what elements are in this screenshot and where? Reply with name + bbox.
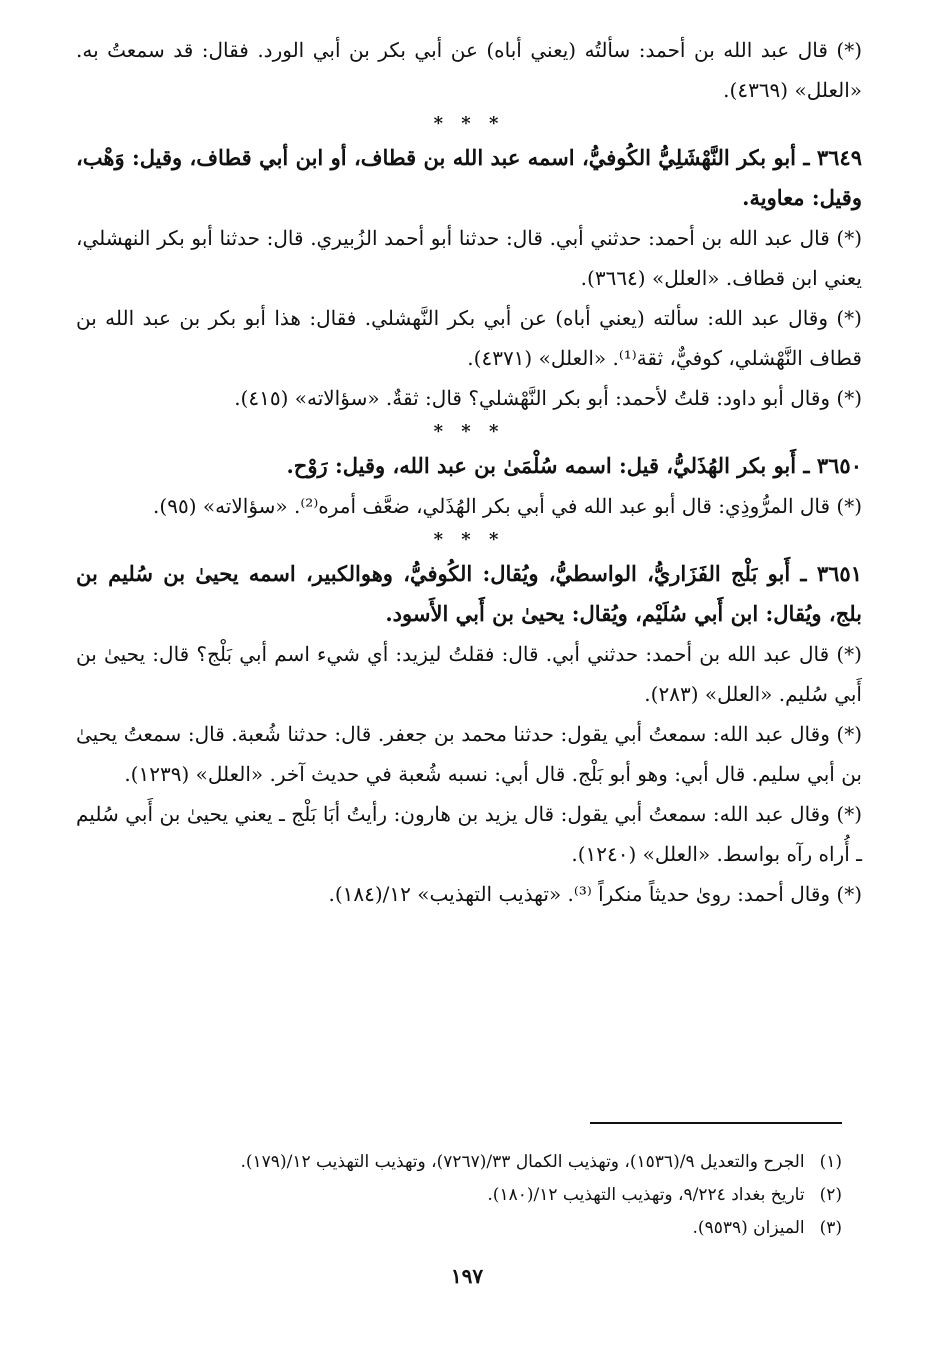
footnote-divider [590, 1122, 842, 1124]
section-separator: * * * [433, 421, 505, 442]
section-separator: * * * [433, 113, 505, 134]
footnote-number: (١) [819, 1152, 842, 1172]
page-number: ١٩٧ [450, 1264, 484, 1288]
section-separator: * * * [433, 529, 505, 550]
footnote-number: (٢) [819, 1185, 842, 1205]
footnote-number: (٣) [819, 1218, 842, 1238]
narration-paragraph: (*) وقال عبد الله: سألته (يعني أباه) عن أبي بكر النَّهشلي. فقال: هذا أبو بكر بن عبد الله بن قطاف النَّهْشلي، كوفيٌّ، ثقة⁽¹⁾. «العلل» (٤٣٧١). [76, 306, 862, 370]
entry-heading-3651: ٣٦٥١ ـ أَبو بَلْج الفَزَاريُّ، الواسطيُّ، ويُقال: الكُوفيُّ، وهوالكبير، اسمه يحيىٰ بن سُليم بن بلج، ويُقال: ابن أَبي سُلَيْم، ويُقال: يحيىٰ بن أَبي الأَسود. [76, 561, 862, 626]
footnote [76, 1212, 842, 1245]
narration-paragraph: (*) قال عبد الله بن أحمد: حدثني أبي. قال: فقلتُ ليزيد: أي شيء اسم أبي بَلْج؟ قال: يحيىٰ بن أَبي سُليم. «العلل» (٢٨٣). [76, 642, 862, 706]
narration-paragraph: (*) قال المرُّوذِي: قال أبو عبد الله في أبي بكر الهُذَلي، ضعَّف أمره⁽²⁾. «سؤالاته» (٩٥). [153, 494, 862, 518]
footnote [76, 1179, 842, 1212]
narration-paragraph: (*) قال عبد الله بن أحمد: سألتُه (يعني أباه) عن أبي بكر بن أبي الورد. فقال: قد سمعتُ به. «العلل» (٤٣٦٩). [76, 38, 862, 102]
narration-paragraph: (*) وقال عبد الله: سمعتُ أبي يقول: حدثنا محمد بن جعفر. قال: حدثنا شُعبة. قال: سمعتُ يحيىٰ بن أبي سليم. قال أبي: وهو أبو بَلْج. قال أبي: نسبه شُعبة في حديث آخر. «العلل» (١٢٣٩). [76, 722, 862, 786]
entry-heading-3649: ٣٦٤٩ ـ أبو بكر النَّهْشَلِيُّ الكُوفيُّ، اسمه عبد الله بن قطاف، أو ابن أبي قطاف، وقيل: وَهْب، وقيل: معاوية. [76, 145, 862, 210]
entry-heading-3650: ٣٦٥٠ ـ أَبو بكر الهُذَليُّ، قيل: اسمه سُلْمَىٰ بن عبد الله، وقيل: رَوْح. [286, 453, 862, 478]
footnote-text: تاريخ بغداد ٩/٢٢٤، وتهذيب التهذيب ١٢/(١٨٠). [487, 1185, 805, 1205]
narration-paragraph: (*) وقال أحمد: روىٰ حديثاً منكراً ⁽³⁾. «تهذيب التهذيب» ١٢/(١٨٤). [328, 882, 862, 906]
narration-paragraph: (*) قال عبد الله بن أحمد: حدثني أبي. قال: حدثنا أبو أحمد الزُبيري. قال: حدثنا أبو بكر النهشلي، يعني ابن قطاف. «العلل» (٣٦٦٤). [76, 226, 862, 290]
footnote-text: الميزان (٩٥٣٩). [692, 1218, 805, 1238]
narration-paragraph: (*) وقال عبد الله: سمعتُ أبي يقول: قال يزيد بن هارون: رأيتُ أبَا بَلْج ـ يعني يحيىٰ بن أَبي سُليم ـ أُراه رآه بواسط. «العلل» (١٢٤٠). [76, 802, 862, 866]
footnotes [76, 1146, 842, 1245]
narration-paragraph: (*) وقال أبو داود: قلتُ لأحمد: أبو بكر النَّهْشلي؟ قال: ثقةٌ. «سؤالاته» (٤١٥). [234, 386, 862, 410]
footnote-text: الجرح والتعديل ٩/(١٥٣٦)، وتهذيب الكمال ٣٣/(٧٢٦٧)، وتهذيب التهذيب ١٢/(١٧٩). [240, 1152, 805, 1172]
footnote [76, 1146, 842, 1179]
